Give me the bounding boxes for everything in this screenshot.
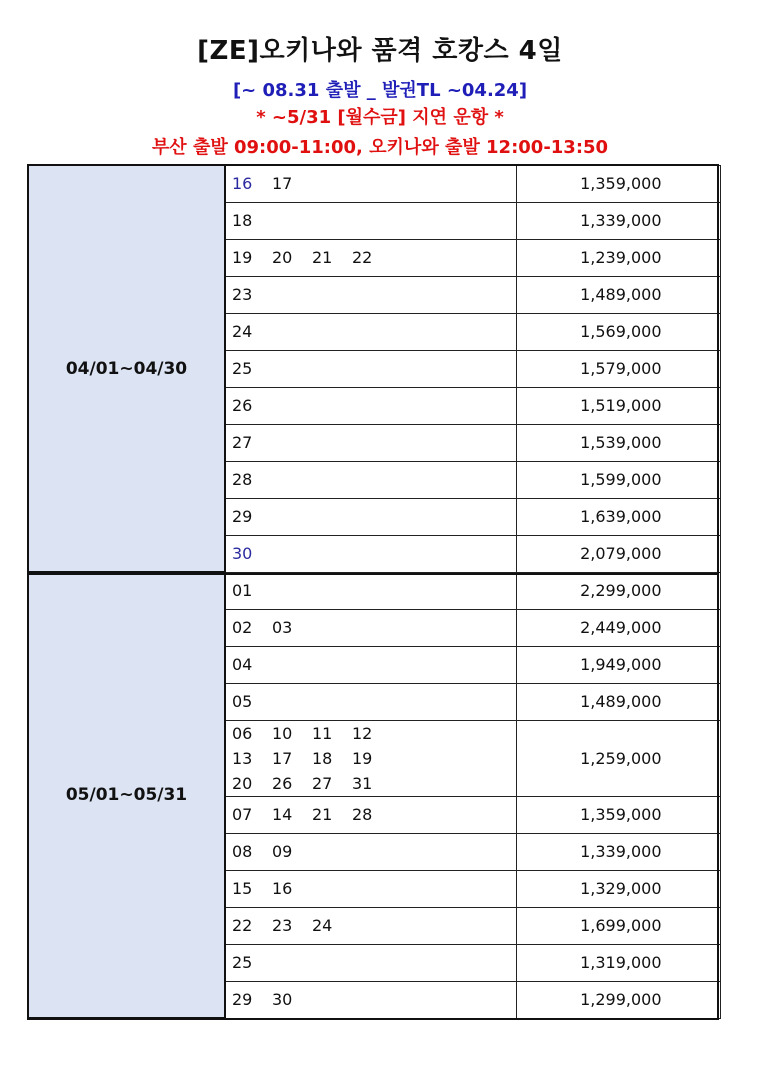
price-cell: 1,319,000 — [516, 944, 720, 981]
price-cell: 2,299,000 — [516, 572, 720, 609]
day-number: 02 — [232, 618, 253, 637]
departure-days — [225, 796, 516, 833]
departure-days — [225, 609, 516, 646]
day-number: 19 — [232, 248, 253, 267]
departure-days — [225, 461, 516, 498]
price-cell: 1,599,000 — [516, 461, 720, 498]
departure-days — [225, 683, 516, 720]
day-number: 16 — [232, 174, 253, 193]
price-cell: 1,569,000 — [516, 313, 720, 350]
day-number: 15 — [232, 879, 253, 898]
day-number: 22 — [352, 248, 373, 267]
price-cell: 1,299,000 — [516, 981, 720, 1018]
day-number: 27 — [312, 773, 333, 793]
day-number: 29 — [232, 990, 253, 1009]
price-cell: 2,079,000 — [516, 535, 720, 572]
day-number: 17 — [272, 748, 293, 768]
day-number: 20 — [232, 773, 253, 793]
day-number: 18 — [312, 748, 333, 768]
day-number: 13 — [232, 748, 253, 768]
departure-days — [225, 350, 516, 387]
departure-range-subtitle: [~ 08.31 출발 _ 발권TL ~04.24] — [232, 80, 528, 101]
day-number: 26 — [272, 773, 293, 793]
day-number: 07 — [232, 805, 253, 824]
day-number: 05 — [232, 692, 253, 711]
departure-days — [225, 981, 516, 1018]
departure-days — [225, 202, 516, 239]
day-number: 04 — [232, 655, 253, 674]
departure-days — [225, 907, 516, 944]
day-number: 23 — [272, 916, 293, 935]
departure-days — [225, 239, 516, 276]
day-number: 26 — [232, 396, 253, 415]
departure-days — [225, 387, 516, 424]
day-number: 14 — [272, 805, 293, 824]
price-cell: 1,489,000 — [516, 276, 720, 313]
day-number: 28 — [352, 805, 373, 824]
departure-days — [225, 870, 516, 907]
day-number: 16 — [272, 879, 293, 898]
day-number: 03 — [272, 618, 293, 637]
day-line — [232, 721, 516, 746]
delay-notice: * ~5/31 [월수금] 지연 운항 * — [256, 107, 504, 128]
day-number: 20 — [272, 248, 293, 267]
price-cell: 1,259,000 — [516, 720, 720, 796]
day-number: 30 — [232, 544, 253, 563]
day-number: 28 — [232, 470, 253, 489]
departure-days — [225, 424, 516, 461]
price-cell: 1,329,000 — [516, 870, 720, 907]
price-cell: 1,639,000 — [516, 498, 720, 535]
day-number: 23 — [232, 285, 253, 304]
day-line — [232, 771, 516, 796]
day-number: 08 — [232, 842, 253, 861]
day-number: 24 — [232, 322, 253, 341]
day-number: 30 — [272, 990, 293, 1009]
departure-days — [225, 498, 516, 535]
day-number: 11 — [312, 723, 333, 743]
day-number: 17 — [272, 174, 293, 193]
day-number: 24 — [312, 916, 333, 935]
price-cell: 1,699,000 — [516, 907, 720, 944]
price-cell: 1,539,000 — [516, 424, 720, 461]
price-cell: 1,949,000 — [516, 646, 720, 683]
day-number: 12 — [352, 723, 373, 743]
day-number: 25 — [232, 359, 253, 378]
departure-days — [225, 165, 516, 202]
flight-schedule: 부산 출발 09:00-11:00, 오키나와 출발 12:00-13:50 — [151, 137, 609, 158]
day-line — [232, 746, 516, 771]
day-number: 10 — [272, 723, 293, 743]
departure-days — [225, 535, 516, 572]
price-cell: 1,579,000 — [516, 350, 720, 387]
day-number: 22 — [232, 916, 253, 935]
price-cell: 2,449,000 — [516, 609, 720, 646]
departure-days — [225, 572, 516, 609]
departure-days — [225, 276, 516, 313]
departure-days — [225, 646, 516, 683]
day-number: 31 — [352, 773, 373, 793]
price-cell: 1,339,000 — [516, 202, 720, 239]
day-number: 06 — [232, 723, 253, 743]
price-cell: 1,489,000 — [516, 683, 720, 720]
day-number: 18 — [232, 211, 253, 230]
price-cell: 1,359,000 — [516, 165, 720, 202]
page-title: [ZE]오키나와 품격 호캉스 4일 — [197, 36, 563, 66]
price-cell: 1,519,000 — [516, 387, 720, 424]
day-number: 19 — [352, 748, 373, 768]
price-table — [27, 164, 721, 1019]
period-label: 04/01~04/30 — [28, 165, 225, 572]
departure-days — [225, 720, 516, 796]
day-number: 29 — [232, 507, 253, 526]
departure-days — [225, 313, 516, 350]
day-number: 01 — [232, 581, 253, 600]
day-number: 25 — [232, 953, 253, 972]
departure-days — [225, 833, 516, 870]
departure-days — [225, 944, 516, 981]
price-cell: 1,339,000 — [516, 833, 720, 870]
day-number: 21 — [312, 805, 333, 824]
period-label: 05/01~05/31 — [28, 572, 225, 1018]
day-number: 21 — [312, 248, 333, 267]
table-row — [28, 572, 720, 609]
day-number: 27 — [232, 433, 253, 452]
day-number: 09 — [272, 842, 293, 861]
table-row — [28, 165, 720, 202]
price-cell: 1,359,000 — [516, 796, 720, 833]
price-cell: 1,239,000 — [516, 239, 720, 276]
